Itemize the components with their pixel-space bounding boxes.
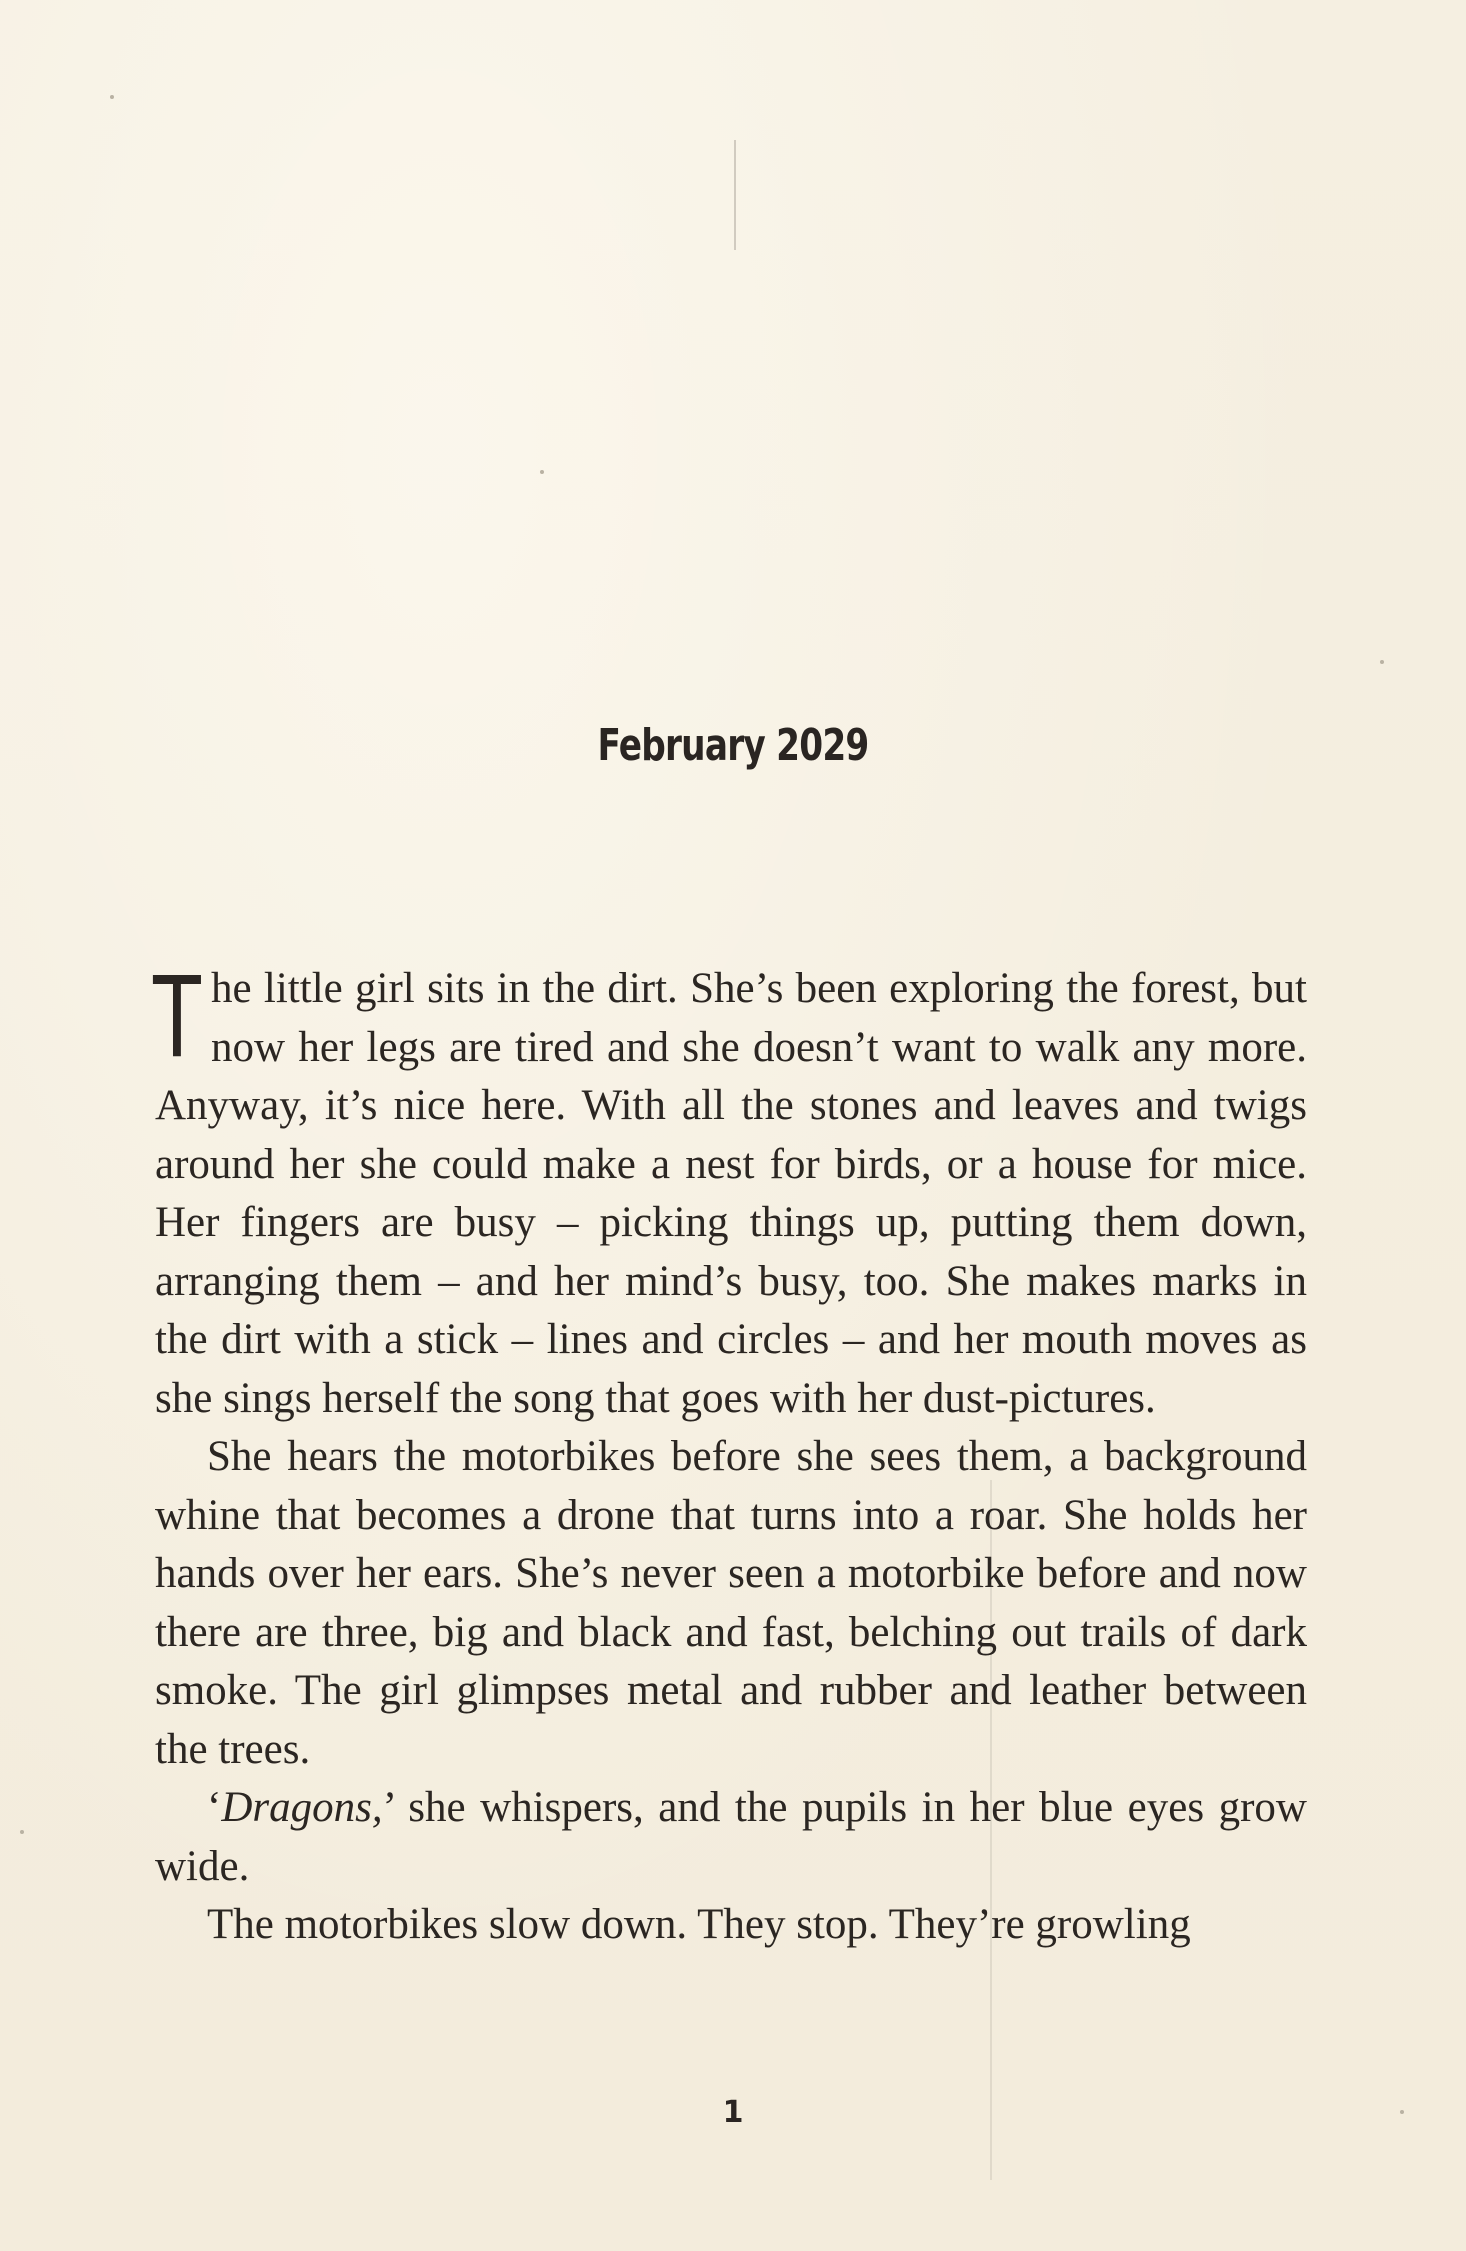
page-number: 1 — [722, 2095, 744, 2130]
chapter-title: February 2029 — [597, 720, 869, 771]
chapter-body — [151, 950, 1307, 1955]
paragraph-2: She hears the motorbikes before she sees them, a background whine that becomes a drone that turns into a roar. She holds her hands over her ears. She’s never seen a motorbike before and now there are three, big and black and fast, belching out trails of dark smoke. The girl glimpses metal and rubber and leather between the trees. — [155, 1433, 1307, 1773]
dragons-quote: Dragons, — [221, 1784, 383, 1831]
paragraph-4: The motorbikes slow down. They stop. They’re growling — [207, 1901, 1191, 1948]
paragraph-3 — [155, 1779, 1307, 1896]
paragraph-1 — [151, 950, 1307, 1428]
drop-cap: T — [151, 950, 203, 1082]
paragraph-3-text: she whispers, and the pupils in her blue eyes grow wide. — [155, 1784, 1307, 1890]
paragraph-1-text: he little girl sits in the dirt. She’s been exploring the forest, but now her legs are tired and she doesn’t want to walk any more. Anyway, it’s nice here. With all the stones and leaves and twigs around her she could make a nest for birds, or a house for mice. Her fingers are busy – picking things up, putting them down, arranging them – and her mind’s busy, too. She makes marks in the dirt with a stick – lines and circles – and her mouth moves as she sings herself the song that goes with her dust-pictures. — [155, 965, 1307, 1422]
quote-open: ‘ — [207, 1784, 222, 1831]
paper-crease — [734, 140, 736, 250]
quote-close: ’ — [382, 1784, 394, 1831]
